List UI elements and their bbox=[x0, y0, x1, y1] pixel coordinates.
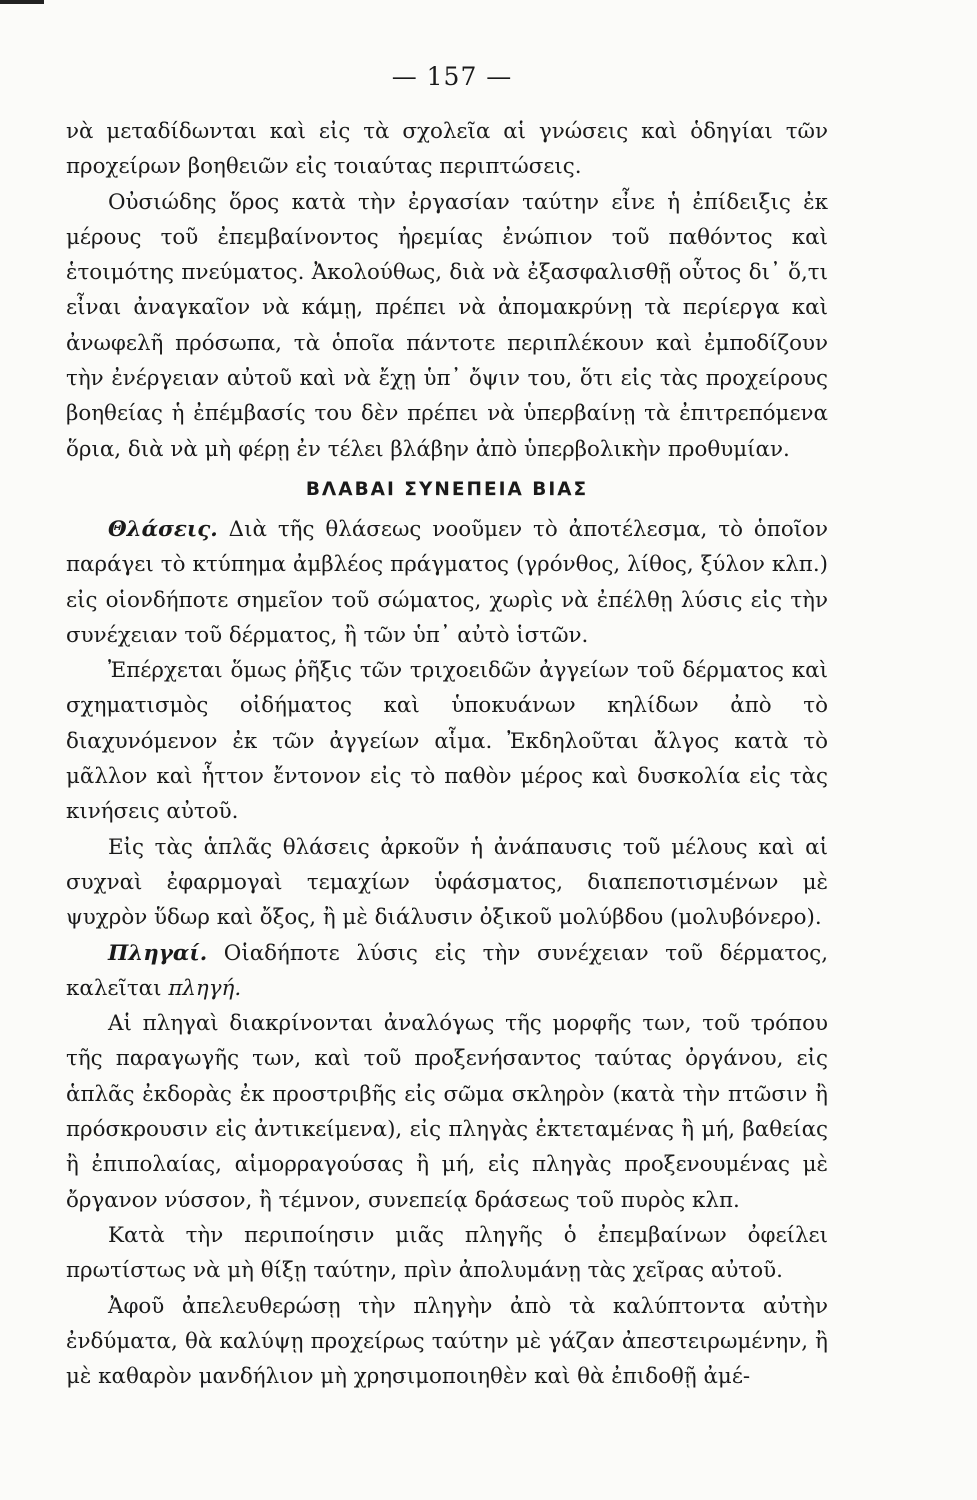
paragraph-thlaseis bbox=[66, 512, 828, 653]
page-number: — 157 — bbox=[391, 62, 513, 91]
paragraph-thlaseis-text: Διὰ τῆς θλάσεως νοοῦμεν τὸ ἀποτέλεσμα, τὸ ὁποῖον παράγει τὸ κτύπημα ἀμβλέος πράγματος (γρόνθος, λίθος, ξύλον κλπ.) εἰς οἱονδήποτε σημεῖον τοῦ σώματος, χωρὶς νὰ ἐπέλθῃ λύσις εἰς τὴν συνέχειαν τοῦ δέρματος, ἢ τῶν ὑπ᾿ αὐτὸ ἱστῶν. bbox=[66, 516, 828, 648]
paragraph-1: νὰ μεταδίδωνται καὶ εἰς τὰ σχολεῖα αἱ γνώσεις καὶ ὁδηγίαι τῶν προχείρων βοηθειῶν εἰς τοιαύτας περιπτώσεις. bbox=[66, 119, 828, 180]
term-plege: πληγή. bbox=[168, 975, 242, 1001]
paragraph-5: Εἰς τὰς ἁπλᾶς θλάσεις ἀρκοῦν ἡ ἀνάπαυσις τοῦ μέλους καὶ αἱ συχναὶ ἐφαρμογαὶ τεμαχίων ὑφάσματος, διαπεποτισμένων μὲ ψυχρὸν ὕδωρ καὶ ὄξος, ἢ μὲ διάλυσιν ὀξικοῦ μολύβδου (μολυβόνερο). bbox=[66, 834, 828, 931]
term-thlaseis: Θλάσεις. bbox=[108, 516, 218, 542]
paragraph-9: Ἀφοῦ ἀπελευθερώσῃ τὴν πληγὴν ἀπὸ τὰ καλύπτοντα αὐτὴν ἐνδύματα, θὰ καλύψῃ προχείρως ταύτην μὲ γάζαν ἀπεστειρωμένην, ἢ μὲ καθαρὸν μανδήλιον μὴ χρησιμοποιηθὲν καὶ θὰ ἐπιδοθῇ ἀμέ- bbox=[66, 1293, 828, 1390]
paragraph-4: Ἐπέρχεται ὅμως ῥῆξις τῶν τριχοειδῶν ἀγγείων τοῦ δέρματος καὶ σχηματισμὸς οἰδήματος καὶ ὑποκυάνων κηλίδων ἀπὸ τὸ διαχυνόμενον ἐκ τῶν ἀγγείων αἷμα. Ἐκδηλοῦται ἄλγος κατὰ τὸ μᾶλλον καὶ ἧττον ἔντονον εἰς τὸ παθὸν μέρος καὶ δυσκολία εἰς τὰς κινήσεις αὐτοῦ. bbox=[66, 658, 828, 825]
paragraph-8: Κατὰ τὴν περιποίησιν μιᾶς πληγῆς ὁ ἐπεμβαίνων ὀφείλει πρωτίστως νὰ μὴ θίξῃ ταύτην, πρὶν ἀπολυμάνῃ τὰς χεῖρας αὐτοῦ. bbox=[66, 1222, 828, 1284]
term-plegai: Πληγαί. bbox=[108, 940, 208, 966]
paragraph-2: Οὐσιώδης ὅρος κατὰ τὴν ἐργασίαν ταύτην εἶνε ἡ ἐπίδειξις ἐκ μέρους τοῦ ἐπεμβαίνοντος ἠρεμίας ἐνώπιον τοῦ παθόντος καὶ ἑτοιμότης πνεύματος. Ἀκολούθως, διὰ νὰ ἐξασφαλισθῇ οὗτος δι᾿ ὅ,τι εἶναι ἀναγκαῖον νὰ κάμῃ, πρέπει νὰ ἀπομακρύνῃ τὰ περίεργα καὶ ἀνωφελῆ πρόσωπα, τὰ ὁποῖα πάντοτε περιπλέκουν καὶ ἐμποδίζουν τὴν ἐνέργειαν αὐτοῦ καὶ νὰ ἔχῃ ὑπ᾿ ὄψιν του, ὅτι εἰς τὰς προχείρους βοηθείας ἡ ἐπέμβασίς του δὲν πρέπει νὰ ὑπερβαίνῃ τὰ ἐπιτρεπόμενα ὅρια, διὰ νὰ μὴ φέρῃ ἐν τέλει βλάβην ἀπὸ ὑπερβολικὴν προθυμίαν. bbox=[66, 189, 828, 462]
book-page bbox=[66, 60, 828, 1394]
paragraph-plegai-text: Οἱαδήποτε λύσις εἰς τὴν συνέχειαν τοῦ δέρματος, καλεῖται bbox=[66, 940, 828, 1001]
paragraph-plegai bbox=[66, 936, 828, 1007]
section-heading: ΒΛΑΒΑΙ ΣΥΝΕΠΕΙΑ ΒΙΑΣ bbox=[305, 478, 589, 500]
scan-edge-mark bbox=[0, 0, 44, 4]
paragraph-7: Αἱ πληγαὶ διακρίνονται ἀναλόγως τῆς μορφῆς των, τοῦ τρόπου τῆς παραγωγῆς των, καὶ τοῦ προξενήσαντος ταύτας ὀργάνου, εἰς ἁπλᾶς ἐκδορὰς ἐκ προστριβῆς εἰς σῶμα σκληρὸν (κατὰ τὴν πτῶσιν ἢ πρόσκρουσιν εἰς ἀντικείμενα), εἰς πληγὰς ἐκτεταμένας ἢ μή, βαθείας ἢ ἐπιπολαίας, αἱμορραγούσας ἢ μή, εἰς πληγὰς προξενουμένας μὲ ὄργανον νύσσον, ἢ τέμνον, συνεπείᾳ δράσεως τοῦ πυρὸς κλπ. bbox=[66, 1011, 828, 1213]
